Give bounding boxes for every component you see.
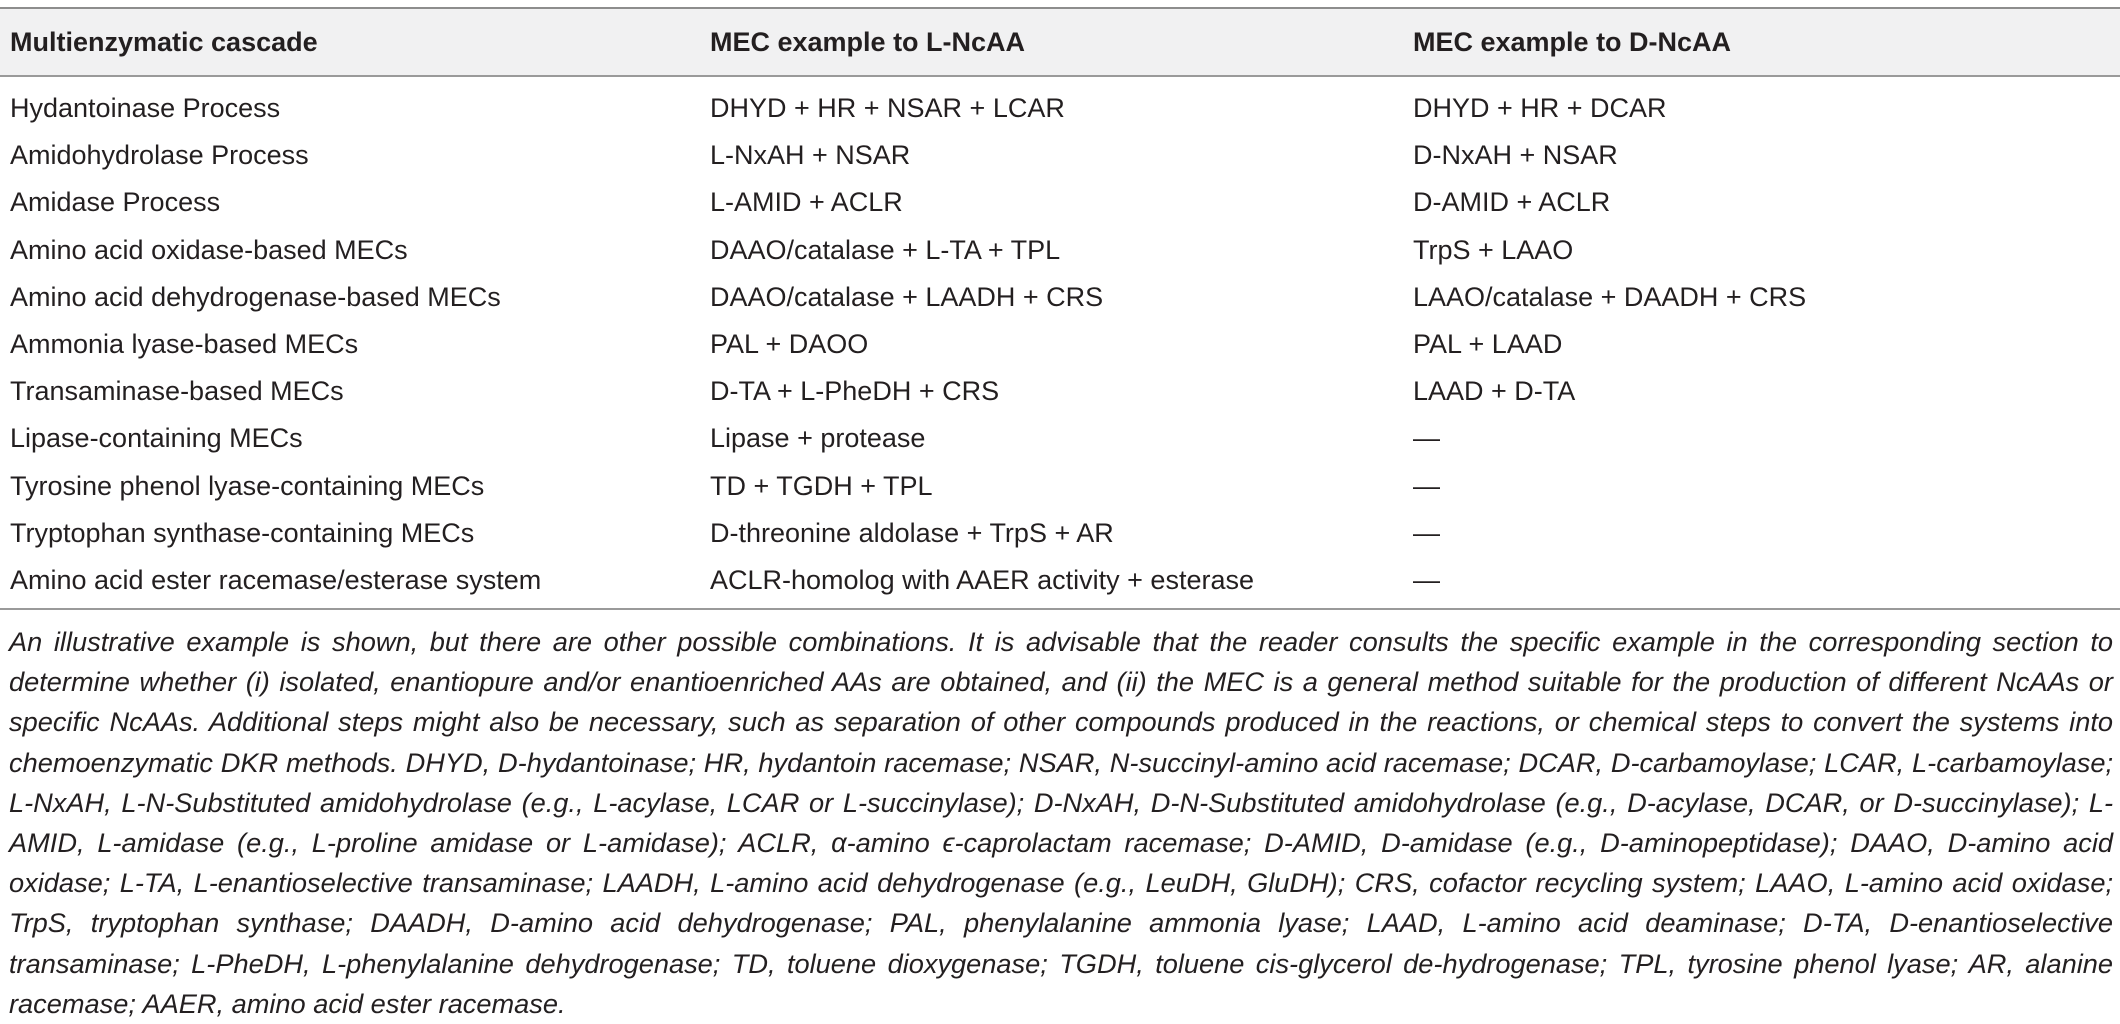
cell-cascade: Tryptophan synthase-containing MECs [10, 517, 475, 548]
table-row [0, 227, 2120, 274]
cell-d-example: D-AMID + ACLR [1413, 187, 1611, 218]
cell-cascade: Hydantoinase Process [10, 93, 281, 124]
cell-cascade: Lipase-containing MECs [10, 423, 303, 454]
cell-l-example: D-threonine aldolase + TrpS + AR [710, 517, 1114, 548]
table-row [0, 463, 2120, 510]
table-row [0, 415, 2120, 462]
cell-l-example: DAAO/catalase + L-TA + TPL [710, 234, 1061, 265]
header-l-example: MEC example to L-NcAA [710, 8, 1413, 76]
table-row [0, 510, 2120, 557]
table-row [0, 76, 2120, 132]
mec-table [0, 7, 2120, 610]
cell-d-example: TrpS + LAAO [1413, 234, 1574, 265]
header-d-example: MEC example to D-NcAA [1413, 8, 2120, 76]
cell-d-example: DHYD + HR + DCAR [1413, 93, 1667, 124]
cell-l-example: TD + TGDH + TPL [710, 470, 933, 501]
cell-l-example: L-NxAH + NSAR [710, 140, 911, 171]
cell-d-example: LAAD + D-TA [1413, 376, 1576, 407]
cell-cascade: Amino acid ester racemase/esterase system [0, 557, 710, 609]
cell-l-example: Lipase + protease [710, 423, 926, 454]
cell-d-example: — [1413, 517, 1440, 548]
cell-d-example: PAL + LAAD [1413, 329, 1563, 360]
table-row [0, 179, 2120, 226]
cell-l-example: L-AMID + ACLR [710, 187, 903, 218]
table-row [0, 368, 2120, 415]
cell-l-example: D-TA + L-PheDH + CRS [710, 376, 1000, 407]
cell-d-example: — [1413, 470, 1440, 501]
cell-d-example: LAAO/catalase + DAADH + CRS [1413, 281, 1807, 312]
table-header-row [0, 8, 2120, 76]
cell-d-example: — [1413, 423, 1440, 454]
cell-d-example: — [1413, 557, 2120, 609]
cell-cascade: Amino acid oxidase-based MECs [10, 234, 408, 265]
cell-l-example: PAL + DAOO [710, 329, 869, 360]
cell-cascade: Amino acid dehydrogenase-based MECs [10, 281, 501, 312]
cell-cascade: Transaminase-based MECs [10, 376, 344, 407]
header-cascade: Multienzymatic cascade [0, 8, 710, 76]
table-row [0, 132, 2120, 179]
cell-l-example: DHYD + HR + NSAR + LCAR [710, 93, 1065, 124]
table-row [0, 557, 2120, 609]
cell-l-example: DAAO/catalase + LAADH + CRS [710, 281, 1104, 312]
cell-d-example: D-NxAH + NSAR [1413, 140, 1618, 171]
cell-cascade: Amidohydrolase Process [10, 140, 309, 171]
cell-l-example: ACLR-homolog with AAER activity + esterase [710, 557, 1413, 609]
cell-cascade: Amidase Process [10, 187, 221, 218]
table-row [0, 321, 2120, 368]
cell-cascade: Tyrosine phenol lyase-containing MECs [10, 470, 485, 501]
table-row [0, 274, 2120, 321]
cell-cascade: Ammonia lyase-based MECs [10, 329, 359, 360]
table-footnote: An illustrative example is shown, but there are other possible combinations. It is advisable that the reader consults the specific example in the corresponding section to determine whether (i) isolated, enantiopure and/or enantioenriched AAs are obtained, and (ii) the MEC is a general method suitable for the production of different NcAAs or specific NcAAs. Additional steps might also be necessary, such as separation of other compounds produced in the reactions, or chemical steps to convert the systems into chemoenzymatic DKR methods. DHYD, D-hydantoinase; HR, hydantoin racemase; NSAR, N-succinyl-amino acid racemase; DCAR, D-carbamoylase; LCAR, L-carbamoylase; L-NxAH, L-N-Substituted amidohydrolase (e.g., L-acylase, LCAR or L-succinylase); D-NxAH, D-N-Substituted amidohydrolase (e.g., D-acylase, DCAR, or D-succinylase); L-AMID, L-amidase (e.g., L-proline amidase or L-amidase); ACLR, α-amino ϵ-caprolactam racemase; D-AMID, D-amidase (e.g., D-aminopeptidase); DAAO, D-amino acid oxidase; L-TA, L-enantioselective transaminase; LAADH, L-amino acid dehydrogenase (e.g., LeuDH, GluDH); CRS, cofactor recycling system; LAAO, L-amino acid oxidase; TrpS, tryptophan synthase; DAADH, D-amino acid dehydrogenase; PAL, phenylalanine ammonia lyase; LAAD, L-amino acid deaminase; D-TA, D-enantioselective transaminase; L-PheDH, L-phenylalanine dehydrogenase; TD, toluene dioxygenase; TGDH, toluene cis-glycerol de-hydrogenase; TPL, tyrosine phenol lyase; AR, alanine racemase; AAER, amino acid ester racemase. [9, 626, 2113, 1019]
